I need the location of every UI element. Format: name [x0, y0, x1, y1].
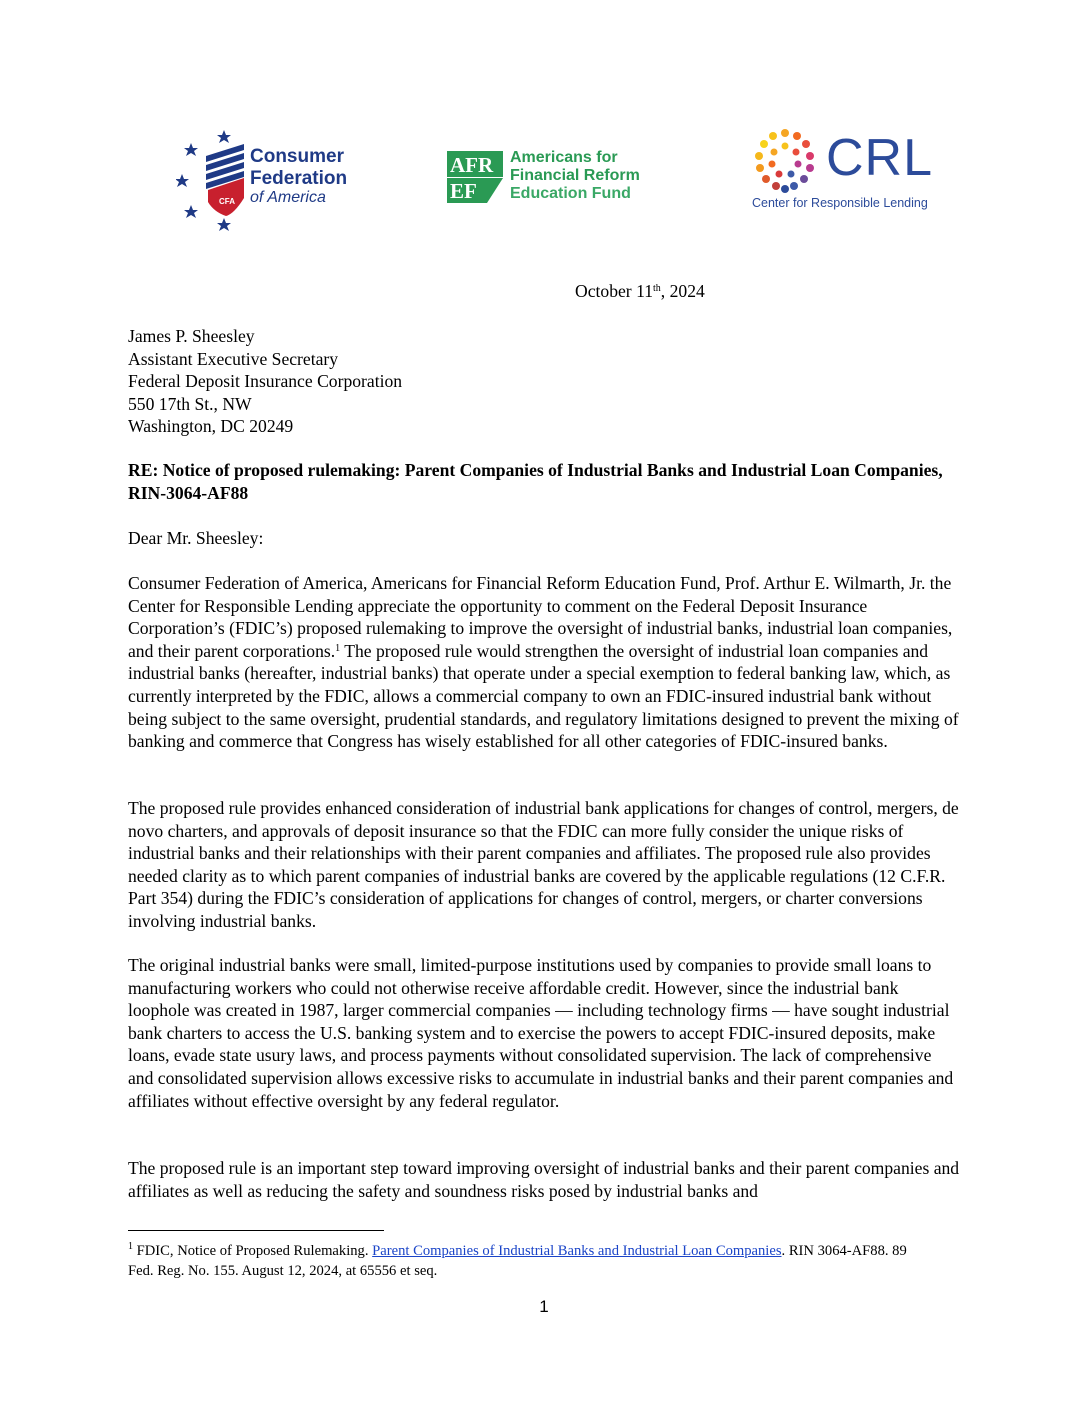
re-line: RE: Notice of proposed rulemaking: Parent Companies of Industrial Banks and Industrial Loan Companies, RIN-3064-AF88 [128, 460, 943, 503]
recipient-city: Washington, DC 20249 [128, 416, 294, 437]
cfa-line-1: Consumer [250, 146, 344, 167]
paragraph-1-part-b: The proposed rule would strengthen the oversight of industrial loan companies and industrial banks (hereafter, industrial banks) that operate under a special exemption to federal banking law, which, as currently interpreted by the FDIC, allows a commercial company to own an FDIC-insured industrial bank without being subject to the same oversight, prudential standards, and regulatory limitations designed to prevent the mixing of banking and commerce that Congress has wisely established for all other categories of FDIC-insured banks. [128, 640, 959, 752]
date-year: , 2024 [660, 281, 705, 301]
paragraph-1-part-a: Consumer Federation of America, Americans for Financial Reform Education Fund, Prof. Arthur E. Wilmarth, Jr. the Center for Responsible Lending appreciate the opportunity to comment on the Federal Deposit Insurance Corporation’s (FDIC’s) proposed rulemaking to improve the oversight of industrial banks, industrial loan companies, and their parent corporations. [128, 573, 953, 661]
afr-line-2: Financial Reform [510, 167, 640, 184]
afr-logo [447, 149, 662, 209]
crl-dots-icon [752, 128, 818, 194]
crl-logo [752, 128, 937, 218]
cfa-wordmark [250, 146, 347, 206]
page-number: 1 [539, 1297, 549, 1316]
svg-text:EF: EF [450, 179, 477, 203]
afr-wordmark [510, 149, 640, 203]
footnote-number: 1 [128, 1241, 133, 1252]
footnote [128, 1241, 928, 1281]
cfa-line-2: Federation [250, 168, 348, 189]
recipient-address [128, 325, 402, 438]
footnote-divider [128, 1230, 384, 1231]
paragraph-2: The proposed rule provides enhanced consideration of industrial bank applications for changes of control, mergers, de novo charters, and approvals of deposit insurance so that the FDIC can more fully consider the unique risks of industrial banks and their relationships with their parent companies and affiliates. The proposed rule also provides needed clarity as to which parent companies of industrial banks are covered by the applicable regulations (12 C.F.R. Part 354) during the FDIC’s consideration of applications for changes of control, mergers, or charter conversions involving industrial banks. [128, 798, 959, 931]
footnote-link[interactable]: Parent Companies of Industrial Banks and Industrial Loan Companies [372, 1243, 782, 1259]
cfa-logo [176, 128, 366, 233]
recipient-title: Assistant Executive Secretary [128, 348, 339, 369]
footnote-ref: 1 [335, 642, 341, 654]
cfa-line-3: of America [250, 189, 326, 206]
recipient-street: 550 17th St., NW [128, 393, 252, 414]
paragraph-1 [128, 572, 960, 753]
crl-tagline: Center for Responsible Lending [752, 196, 928, 210]
paragraph-4: The proposed rule is an important step toward improving oversight of industrial banks and their parent companies and affiliates as well as reducing the safety and soundness risks posed by industrial banks and [128, 1158, 960, 1201]
recipient-name: James P. Sheesley [128, 326, 255, 346]
cfa-emblem-icon [176, 128, 256, 233]
svg-text:AFR: AFR [450, 153, 494, 177]
letter-date [575, 280, 705, 303]
recipient-org: Federal Deposit Insurance Corporation [128, 371, 403, 392]
footnote-text-post: . RIN 3064-AF88. 89 Fed. Reg. No. 155. August 12, 2024, at 65556 et seq. [128, 1243, 907, 1279]
footnote-text-pre: FDIC, Notice of Proposed Rulemaking. [133, 1243, 373, 1259]
afr-badge-icon [447, 151, 503, 203]
afr-line-1: Americans for [510, 149, 618, 166]
afr-line-3: Education Fund [510, 185, 631, 202]
svg-text:CFA: CFA [219, 197, 235, 206]
date-suffix: th [653, 283, 661, 294]
crl-wordmark: CRL [826, 129, 934, 187]
date-month-day: October 11 [575, 281, 654, 301]
paragraph-3: The original industrial banks were small, limited-purpose institutions used by companies to provide small loans to manufacturing workers who could not otherwise receive affordable credit. However, since the industrial bank loophole was created in 1987, larger commercial companies — including technology firms — have sought industrial bank charters to access the U.S. banking system and to exercise the powers to accept FDIC-insured deposits, make loans, evade state usury laws, and process payments without consolidated supervision. The lack of comprehensive and consolidated supervision allows excessive risks to accumulate in industrial banks and their parent companies and affiliates without effective oversight by any federal regulator. [128, 955, 954, 1111]
salutation: Dear Mr. Sheesley: [128, 528, 264, 548]
